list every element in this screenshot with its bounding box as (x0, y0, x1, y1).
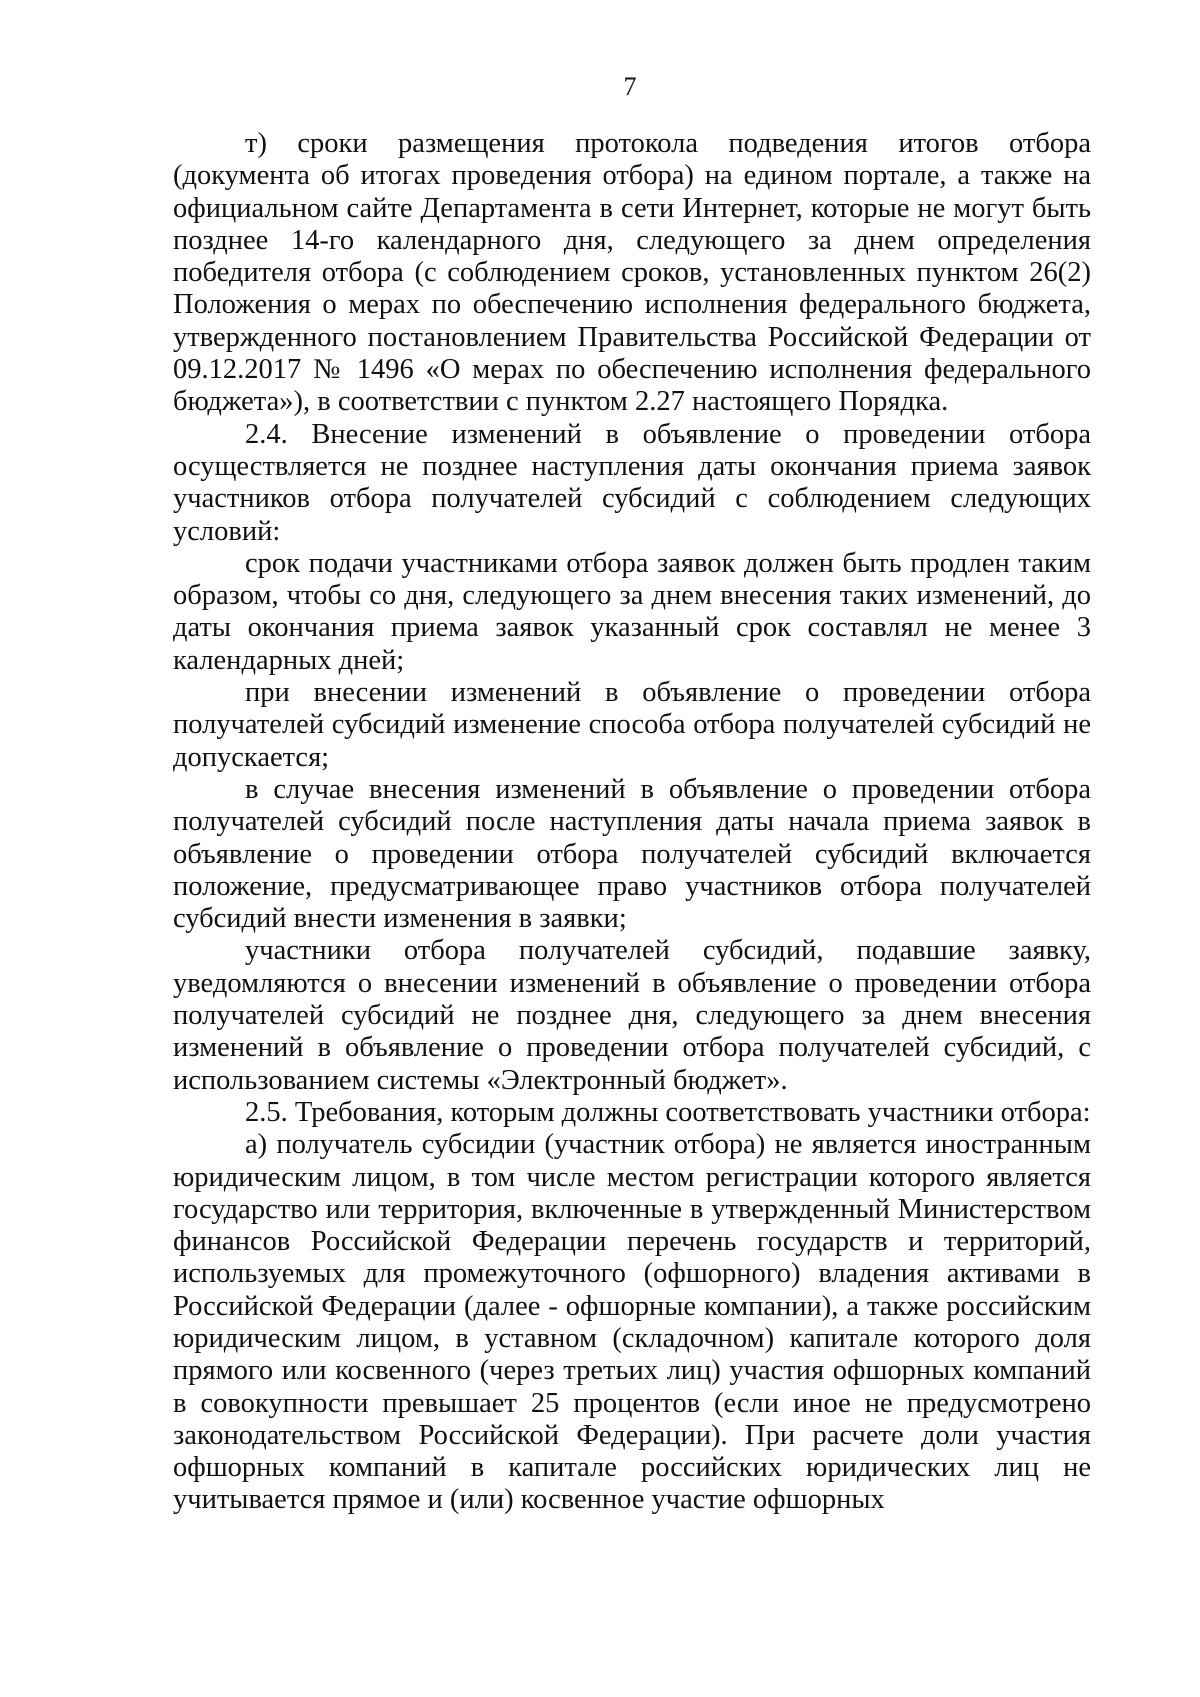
paragraph-item-t-deadlines: т) сроки размещения протокола подведения итогов отбора (документа об итогах проведения отбора) на едином портале, а также на официальном сайте Департамента в сети Интернет, которые не могут быть позднее 14-го календарного дня, следующего за днем определения победителя отбора (с соблюдением сроков, установленных пунктом 26(2) Положения о мерах по обеспечению исполнения федерального бюджета, утвержденного постановлением Правительства Российской Федерации от 09.12.2017 № 1496 «О мерах по обеспечению исполнения федерального бюджета»), в соответствии с пунктом 2.27 настоящего Порядка. (173, 128, 1091, 418)
paragraph-item-a-offshore: а) получатель субсидии (участник отбора) не является иностранным юридическим лицом, в том числе местом регистрации которого является государство или территория, включенные в утвержденный Министерством финансов Российской Федерации перечень государств и территорий, используемых для промежуточного (офшорного) владения активами в Российской Федерации (далее - офшорные компании), а также российским юридическим лицом, в уставном (складочном) капитале которого доля прямого или косвенного (через третьих лиц) участия офшорных компаний в совокупности превышает 25 процентов (если иное не предусмотрено законодательством Российской Федерации). При расчете доли участия офшорных компаний в капитале российских юридических лиц не учитывается прямое и (или) косвенное участие офшорных (173, 1129, 1091, 1516)
paragraph-2-4-amendments: 2.4. Внесение изменений в объявление о проведении отбора осуществляется не позднее наступления даты окончания приема заявок участников отбора получателей субсидий с соблюдением следующих условий: (173, 418, 1091, 547)
paragraph-application-changes: в случае внесения изменений в объявление о проведении отбора получателей субсидий после наступления даты начала приема заявок в объявление о проведении отбора получателей субсидий включается положение, предусматривающее право участников отбора получателей субсидий внести изменения в заявки; (173, 773, 1091, 935)
paragraph-deadline-extension: срок подачи участниками отбора заявок должен быть продлен таким образом, чтобы со дня, следующего за днем внесения таких изменений, до даты окончания приема заявок указанный срок составлял не менее 3 календарных дней; (173, 547, 1091, 676)
page-number: 7 (623, 72, 637, 101)
document-body (173, 128, 1091, 1517)
paragraph-participant-notification: участники отбора получателей субсидий, подавшие заявку, уведомляются о внесении изменений в объявление о проведении отбора получателей субсидий не позднее дня, следующего за днем внесения изменений в объявление о проведении отбора получателей субсидий, с использованием системы «Электронный бюджет». (173, 935, 1091, 1096)
paragraph-2-5-requirements: 2.5. Требования, которым должны соответствовать участники отбора: (245, 1096, 1091, 1128)
paragraph-method-change-prohibited: при внесении изменений в объявление о проведении отбора получателей субсидий изменение способа отбора получателей субсидий не допускается; (173, 677, 1091, 773)
